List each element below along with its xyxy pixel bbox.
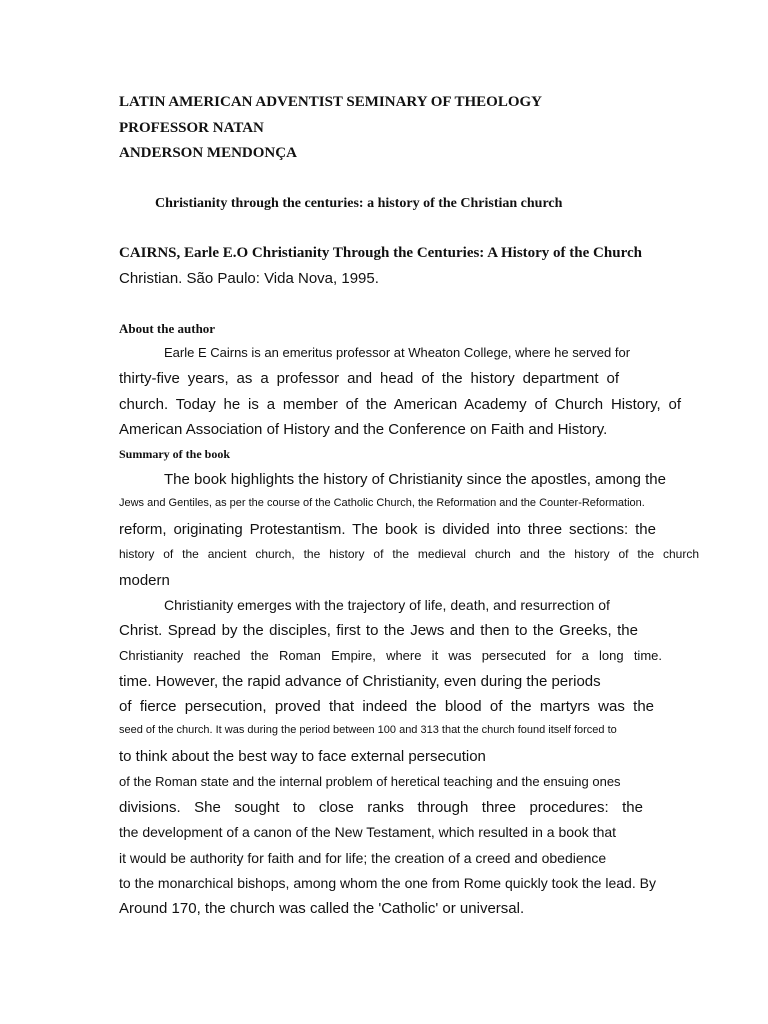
summary-line: Christianity reached the Roman Empire, where it was persecuted for a long time. <box>119 648 662 663</box>
document-title: Christianity through the centuries: a history of the Christian church <box>155 196 563 211</box>
summary-line: it would be authority for faith and for life; the creation of a creed and obedience <box>119 850 607 866</box>
summary-line: Christ. Spread by the disciples, first to the Jews and then to the Greeks, the <box>119 622 638 639</box>
summary-line: Around 170, the church was called the 'Catholic' or universal. <box>119 900 525 917</box>
summary-line: the development of a canon of the New Testament, which resulted in a book that <box>119 824 617 840</box>
summary-line: seed of the church. It was during the period between 100 and 313 that the church found itself forced to <box>119 724 617 736</box>
about-heading: About the author <box>119 321 216 336</box>
reference-line-2: Christian. São Paulo: Vida Nova, 1995. <box>119 270 379 287</box>
summary-line: history of the ancient church, the history of the medieval church and the history of the church <box>119 547 699 561</box>
student-line: ANDERSON MENDONÇA <box>119 145 297 161</box>
reference-line-1: CAIRNS, Earle E.O Christianity Through the Centuries: A History of the Church <box>119 245 642 261</box>
about-line: American Association of History and the Conference on Faith and History. <box>119 421 608 438</box>
summary-heading: Summary of the book <box>119 447 231 461</box>
summary-line: to think about the best way to face external persecution <box>119 748 486 765</box>
professor-line: PROFESSOR NATAN <box>119 120 264 136</box>
summary-line: Jews and Gentiles, as per the course of the Catholic Church, the Reformation and the Counter-Reformation. <box>119 497 645 509</box>
summary-line: of fierce persecution, proved that indeed the blood of the martyrs was the <box>119 698 654 715</box>
summary-line: modern <box>119 572 170 589</box>
summary-line: The book highlights the history of Christianity since the apostles, among the <box>164 471 666 488</box>
summary-line: of the Roman state and the internal problem of heretical teaching and the ensuing ones <box>119 774 621 789</box>
summary-line: time. However, the rapid advance of Christianity, even during the periods <box>119 673 601 690</box>
about-line: church. Today he is a member of the American Academy of Church History, of <box>119 396 681 413</box>
summary-line: divisions. She sought to close ranks through three procedures: the <box>119 799 643 816</box>
summary-line: reform, originating Protestantism. The book is divided into three sections: the <box>119 521 656 538</box>
institution-line: LATIN AMERICAN ADVENTIST SEMINARY OF THEOLOGY <box>119 94 543 110</box>
about-line: thirty-five years, as a professor and head of the history department of <box>119 370 619 387</box>
about-line: Earle E Cairns is an emeritus professor at Wheaton College, where he served for <box>164 345 631 360</box>
summary-line: to the monarchical bishops, among whom the one from Rome quickly took the lead. By <box>119 875 656 891</box>
summary-line: Christianity emerges with the trajectory of life, death, and resurrection of <box>164 597 610 613</box>
